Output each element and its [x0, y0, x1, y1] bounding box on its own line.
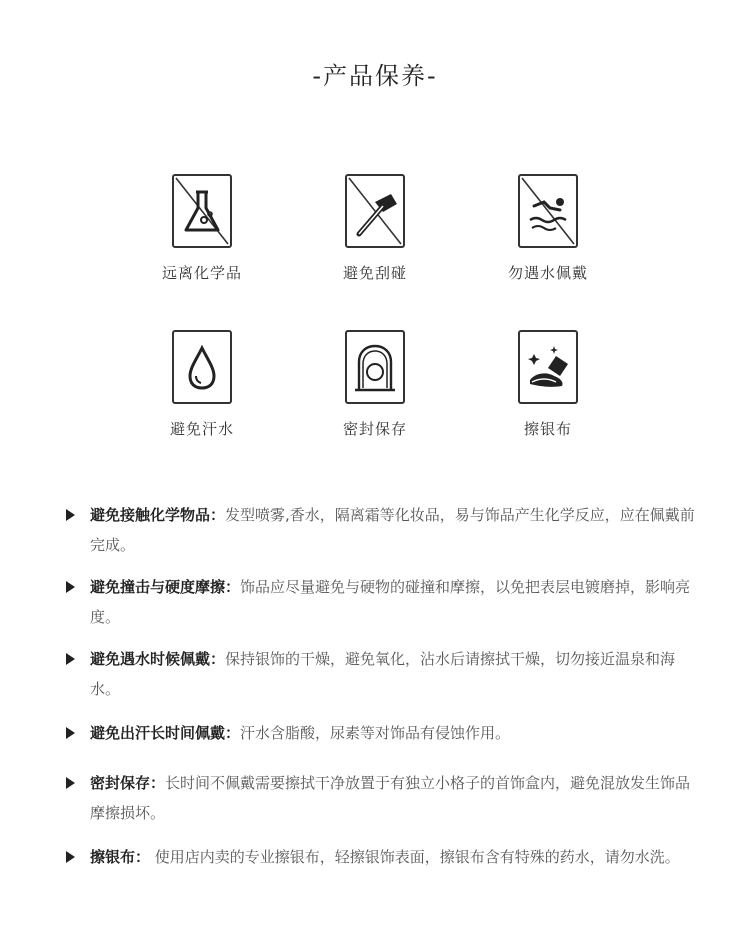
arrow-right-icon — [66, 851, 75, 863]
note-body: 汗水含脂酸，尿素等对饰品有侵蚀作用。 — [240, 724, 511, 742]
page-title: -产品保养- — [312, 62, 438, 90]
note-text — [90, 572, 698, 632]
note-text — [90, 644, 698, 704]
water-drop-icon — [172, 330, 232, 404]
note-item — [66, 500, 698, 560]
icon-label: 勿遇水佩戴 — [507, 264, 588, 282]
note-body: 保持银饰的干燥，避免氧化，沾水后请擦拭干燥，切勿接近温泉和海水。 — [90, 650, 676, 698]
icon-item-sealed-box — [288, 330, 462, 439]
no-water-icon — [518, 174, 578, 248]
arrow-right-icon — [66, 509, 75, 521]
arrow-right-icon — [66, 653, 75, 665]
arrow-right-icon — [66, 727, 75, 739]
note-heading: 擦银布： — [90, 848, 151, 866]
note-item — [66, 644, 698, 704]
note-text — [90, 768, 698, 828]
icon-item-no-hammer — [288, 174, 462, 283]
icon-label: 远离化学品 — [161, 264, 242, 282]
note-item — [66, 572, 698, 632]
icon-label: 密封保存 — [342, 420, 407, 438]
no-hammer-icon — [345, 174, 405, 248]
note-text — [90, 842, 698, 872]
note-heading: 避免接触化学物品： — [90, 506, 226, 524]
note-heading: 避免遇水时候佩戴： — [90, 650, 226, 668]
note-item — [66, 768, 698, 828]
no-chemicals-icon — [172, 174, 232, 248]
note-item — [66, 842, 698, 872]
note-heading: 密封保存： — [90, 774, 166, 792]
icon-item-no-chemicals — [115, 174, 289, 283]
note-body: 发型喷雾,香水，隔离霜等化妆品，易与饰品产生化学反应，应在佩戴前完成。 — [90, 506, 695, 554]
polishing-cloth-icon — [518, 330, 578, 404]
note-heading: 避免撞击与硬度摩擦： — [90, 578, 241, 596]
note-body: 使用店内卖的专业擦银布，轻擦银饰表面，擦银布含有特殊的药水，请勿水洗。 — [150, 848, 680, 866]
arrow-right-icon — [66, 777, 75, 789]
icon-item-no-water — [461, 174, 635, 283]
arrow-right-icon — [66, 581, 75, 593]
note-heading: 避免出汗长时间佩戴： — [90, 724, 241, 742]
icon-item-water-drop — [115, 330, 289, 439]
icon-label: 避免汗水 — [169, 420, 234, 438]
icon-item-polishing-cloth — [461, 330, 635, 439]
icon-label: 擦银布 — [523, 420, 572, 438]
note-item — [66, 718, 698, 748]
sealed-box-icon — [345, 330, 405, 404]
icon-label: 避免刮碰 — [342, 264, 407, 282]
note-body: 饰品应尽量避免与硬物的碰撞和摩擦，以免把表层电镀磨掉，影响亮度。 — [90, 578, 691, 626]
note-body: 长时间不佩戴需要擦拭干净放置于有独立小格子的首饰盒内，避免混放发生饰品摩擦损坏。 — [90, 774, 691, 822]
note-text — [90, 500, 698, 560]
note-text — [90, 718, 698, 748]
